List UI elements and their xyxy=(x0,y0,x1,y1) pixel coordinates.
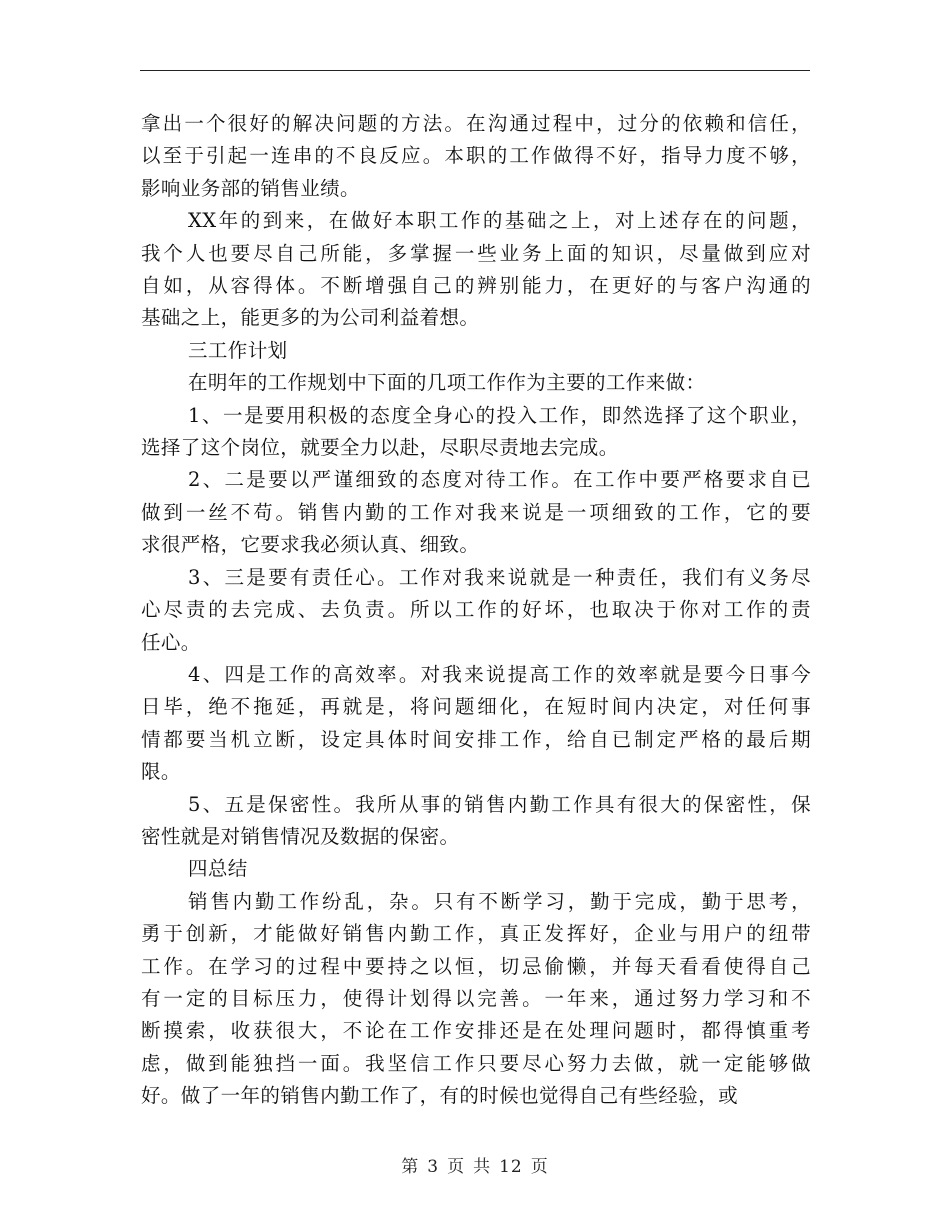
text-line: 密性就是对销售情况及数据的保密。 xyxy=(141,824,460,848)
paragraph xyxy=(141,400,811,465)
paragraph xyxy=(141,108,811,205)
document-body xyxy=(141,108,811,1113)
text-line: 四总结 xyxy=(188,857,248,881)
paragraph xyxy=(141,205,811,335)
footer-suffix: 页 xyxy=(530,1157,549,1177)
text-line: 自如，从容得体。不断增强自己的辨别能力，在更好的与客户沟通的 xyxy=(141,274,811,298)
header-rule xyxy=(140,70,810,71)
text-line: 2、二是要以严谨细致的态度对待工作。在工作中要严格要求自已 xyxy=(188,468,811,492)
footer-prefix: 第 xyxy=(401,1157,420,1177)
paragraph xyxy=(141,659,811,789)
text-line: 心尽责的去完成、去负责。所以工作的好坏，也取决于你对工作的责 xyxy=(141,598,811,622)
text-line: 有一定的目标压力，使得计划得以完善。一年来，通过努力学习和不 xyxy=(141,986,811,1010)
footer-total-pages: 12 xyxy=(499,1157,523,1177)
text-line: 5、五是保密性。我所从事的销售内勤工作具有很大的保密性，保 xyxy=(188,792,811,816)
text-line: 销售内勤工作纷乱，杂。只有不断学习，勤于完成，勤于思考， xyxy=(188,889,811,913)
text-line: 断摸索，收获很大，不论在工作安排还是在处理问题时，都得慎重考 xyxy=(141,1019,811,1043)
text-line: 求很严格，它要求我必须认真、细致。 xyxy=(141,533,480,557)
text-line: XX年的到来，在做好本职工作的基础之上，对上述存在的问题， xyxy=(188,209,811,233)
text-line: 好。做了一年的销售内勤工作了，有的时候也觉得自己有些经验，或 xyxy=(141,1084,739,1108)
text-line: 选择了这个岗位，就要全力以赴，尽职尽责地去完成。 xyxy=(141,436,619,460)
paragraph xyxy=(141,335,811,367)
text-line: 虑，做到能独挡一面。我坚信工作只要尽心努力去做，就一定能够做 xyxy=(141,1051,811,1075)
footer-current-page: 3 xyxy=(427,1157,440,1177)
text-line: 在明年的工作规划中下面的几项工作作为主要的工作来做： xyxy=(188,371,706,395)
text-line: 影响业务部的销售业绩。 xyxy=(141,176,360,200)
text-line: 限。 xyxy=(141,760,181,784)
text-line: 三工作计划 xyxy=(188,338,288,362)
paragraph xyxy=(141,789,811,854)
text-line: 任心。 xyxy=(141,630,201,654)
text-line: 情都要当机立断，设定具体时间安排工作，给自已制定严格的最后期 xyxy=(141,727,811,751)
text-line: 4、四是工作的高效率。对我来说提高工作的效率就是要今日事今 xyxy=(188,662,811,686)
paragraph xyxy=(141,853,811,885)
text-line: 1、一是要用积极的态度全身心的投入工作，即然选择了这个职业， xyxy=(188,403,811,427)
text-line: 以至于引起一连串的不良反应。本职的工作做得不好，指导力度不够， xyxy=(141,144,811,168)
text-line: 3、三是要有责任心。工作对我来说就是一种责任，我们有义务尽 xyxy=(188,565,811,589)
page-footer xyxy=(0,1152,950,1177)
text-line: 工作。在学习的过程中要持之以恒，切忌偷懒，并每天看看使得自己 xyxy=(141,954,811,978)
paragraph xyxy=(141,464,811,561)
text-line: 勇于创新，才能做好销售内勤工作，真正发挥好，企业与用户的纽带 xyxy=(141,922,811,946)
footer-total-prefix: 共 xyxy=(473,1157,492,1177)
text-line: 拿出一个很好的解决问题的方法。在沟通过程中，过分的依赖和信任， xyxy=(141,112,811,135)
text-line: 基础之上，能更多的为公司利益着想。 xyxy=(141,306,480,330)
text-line: 我个人也要尽自己所能，多掌握一些业务上面的知识，尽量做到应对 xyxy=(141,241,811,265)
footer-page-word: 页 xyxy=(447,1157,466,1177)
text-line: 做到一丝不苟。销售内勤的工作对我来说是一项细致的工作，它的要 xyxy=(141,500,811,524)
paragraph xyxy=(141,886,811,1113)
paragraph xyxy=(141,562,811,659)
paragraph xyxy=(141,367,811,399)
text-line: 日毕，绝不拖延，再就是，将问题细化，在短时间内决定，对任何事 xyxy=(141,695,811,719)
